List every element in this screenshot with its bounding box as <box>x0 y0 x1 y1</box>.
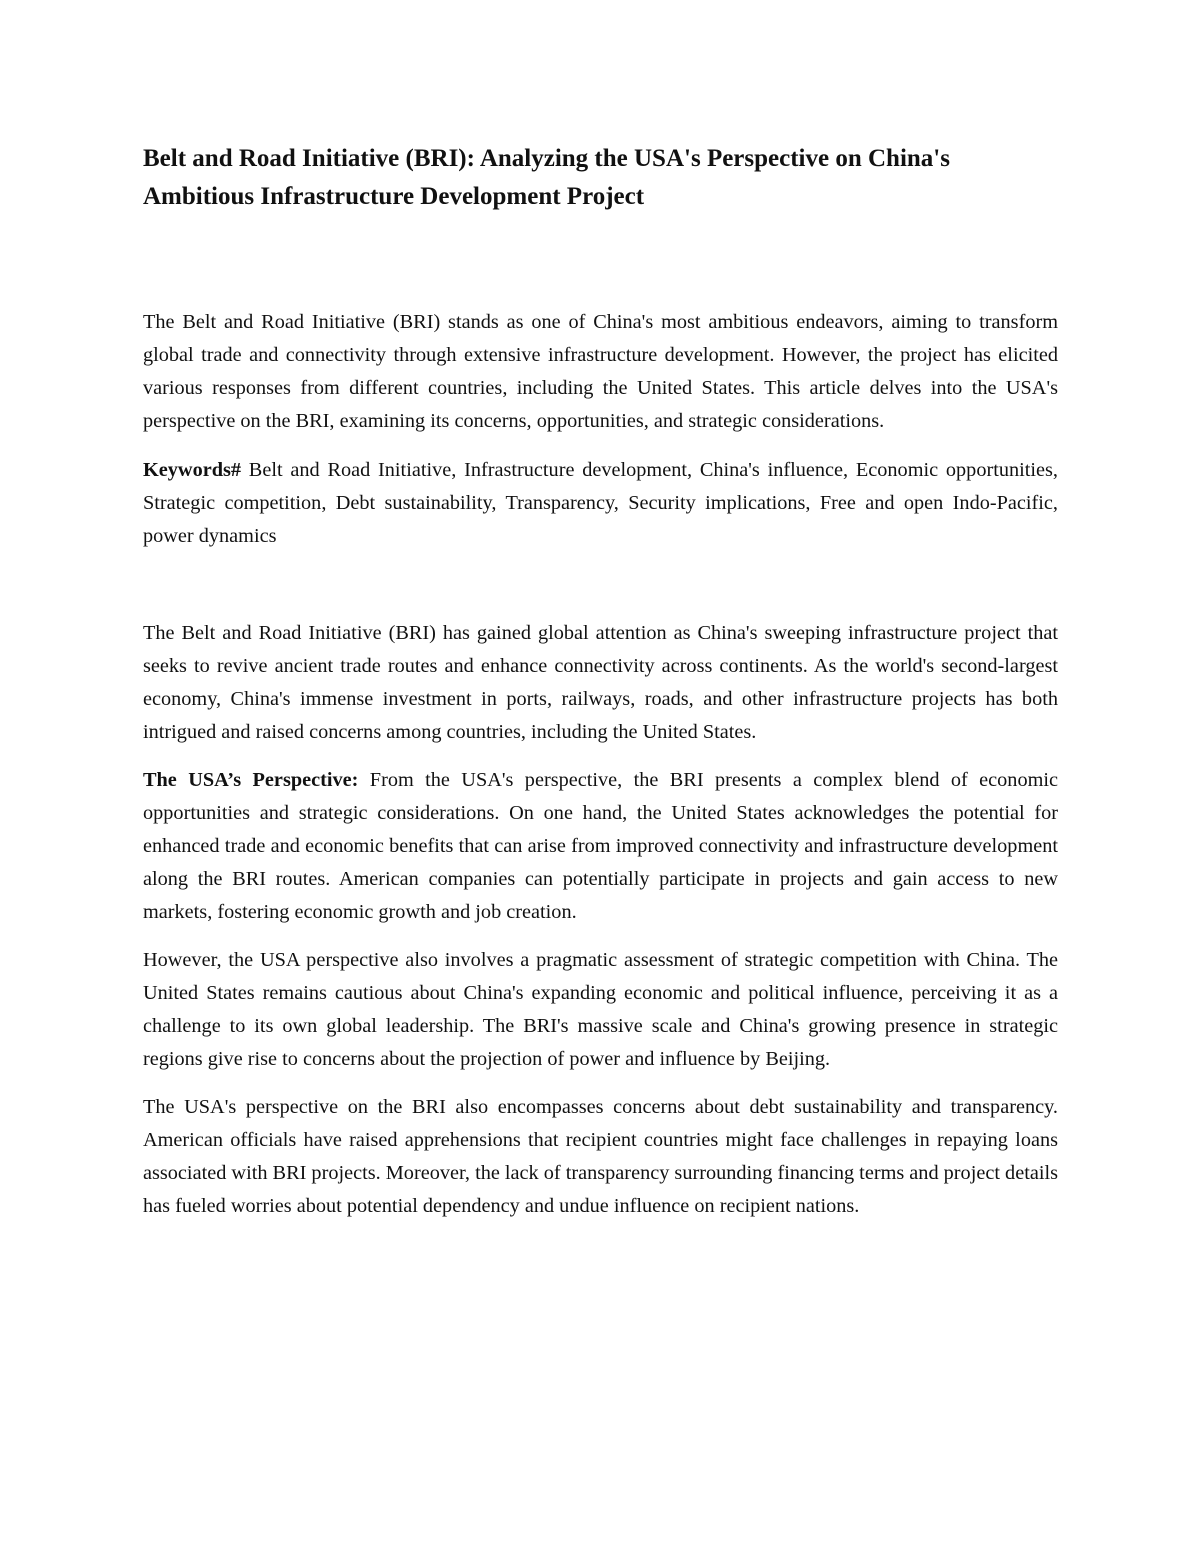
strategic-competition-paragraph: However, the USA perspective also involves a pragmatic assessment of strategic competition with China. The United States remains cautious about China's expanding economic and political influence, perceiving it as a challenge to its own global leadership. The BRI's massive scale and China's growing presence in strategic regions give rise to concerns about the projection of power and influence by Beijing. <box>143 949 1058 1070</box>
usa-perspective-text: From the USA's perspective, the BRI presents a complex blend of economic opportunities and strategic considerations. On one hand, the United States acknowledges the potential for enhanced trade and economic benefits that can arise from improved connectivity and infrastructure development along the BRI routes. American companies can potentially participate in projects and gain access to new markets, fostering economic growth and job creation. <box>143 769 1059 923</box>
document-title: Belt and Road Initiative (BRI): Analyzing the USA's Perspective on China's Ambitious Infrastructure Development Project <box>143 145 950 210</box>
abstract-paragraph: The Belt and Road Initiative (BRI) stands as one of China's most ambitious endeavors, aiming to transform global trade and connectivity through extensive infrastructure development. However, the project has elicited various responses from different countries, including the United States. This article delves into the USA's perspective on the BRI, examining its concerns, opportunities, and strategic considerations. <box>143 311 1058 432</box>
keywords-label: Keywords# <box>143 459 242 481</box>
keywords-paragraph <box>143 454 1058 553</box>
debt-transparency-paragraph: The USA's perspective on the BRI also encompasses concerns about debt sustainability and transparency. American officials have raised apprehensions that recipient countries might face challenges in repaying loans associated with BRI projects. Moreover, the lack of transparency surrounding financing terms and project details has fueled worries about potential dependency and undue influence on recipient nations. <box>143 1096 1058 1217</box>
keywords-text: Belt and Road Initiative, Infrastructure development, China's influence, Economic opportunities, Strategic competition, Debt sustainability, Transparency, Security implications, Free and open Indo-Pacific, power dynamics <box>143 459 1058 547</box>
document-page <box>143 140 1058 1223</box>
intro-paragraph: The Belt and Road Initiative (BRI) has gained global attention as China's sweeping infrastructure project that seeks to revive ancient trade routes and enhance connectivity across continents. As the world's second-largest economy, China's immense investment in ports, railways, roads, and other infrastructure projects has both intrigued and raised concerns among countries, including the United States. <box>143 622 1058 743</box>
usa-perspective-paragraph <box>143 764 1058 929</box>
usa-perspective-label: The USA’s Perspective: <box>143 769 359 791</box>
